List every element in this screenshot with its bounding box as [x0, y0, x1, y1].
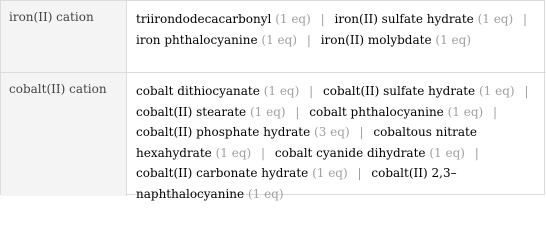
compound-name: cobalt phthalocyanine — [309, 104, 444, 119]
compound-name: cobalt(II) 2,3–naphthalocyanine — [136, 166, 457, 201]
compound-name: triirondodecacarbonyl — [136, 12, 272, 26]
compound-name: cobaltous nitrate hexahydrate — [136, 125, 477, 160]
compound-list — [127, 73, 545, 201]
equivalents: (3 eq) — [314, 125, 350, 139]
equivalents: (1 eq) — [263, 84, 300, 98]
row-header: cobalt(II) cation — [1, 73, 127, 196]
compound-name: iron phthalocyanine — [136, 32, 258, 47]
equivalents: (1 eq) — [249, 104, 286, 119]
compound-name: cobalt(II) carbonate hydrate — [136, 166, 309, 180]
compound-list — [127, 1, 545, 72]
equivalents: (1 eq) — [435, 32, 472, 47]
compound-name: iron(II) molybdate — [320, 32, 432, 47]
table-row — [1, 1, 546, 73]
separator: | — [357, 166, 362, 180]
equivalents: (1 eq) — [247, 186, 284, 201]
compound-name: iron(II) sulfate hydrate — [334, 12, 474, 26]
equivalents: (1 eq) — [447, 104, 484, 119]
separator: | — [523, 12, 528, 26]
separator: | — [306, 32, 311, 47]
compound-name: cobalt cyanide dihydrate — [274, 145, 426, 160]
compound-name: cobalt(II) stearate — [136, 104, 247, 119]
equivalents: (1 eq) — [477, 12, 514, 26]
separator: | — [309, 84, 314, 98]
equivalents: (1 eq) — [312, 166, 348, 180]
separator: | — [474, 145, 479, 160]
equivalents: (1 eq) — [261, 32, 298, 47]
compound-name: cobalt dithiocyanate — [136, 84, 260, 98]
separator: | — [359, 125, 364, 139]
separator: | — [261, 145, 266, 160]
table-row — [1, 73, 546, 201]
equivalents: (1 eq) — [479, 84, 515, 98]
compound-name: cobalt(II) phosphate hydrate — [136, 125, 311, 139]
equivalents: (1 eq) — [275, 12, 311, 26]
separator: | — [493, 104, 498, 119]
equivalents: (1 eq) — [215, 145, 252, 160]
separator: | — [524, 84, 529, 98]
compound-name: cobalt(II) sulfate hydrate — [323, 84, 476, 98]
row-header: iron(II) cation — [1, 1, 127, 72]
separator: | — [320, 12, 325, 26]
equivalents: (1 eq) — [429, 145, 465, 160]
separator: | — [295, 104, 300, 119]
